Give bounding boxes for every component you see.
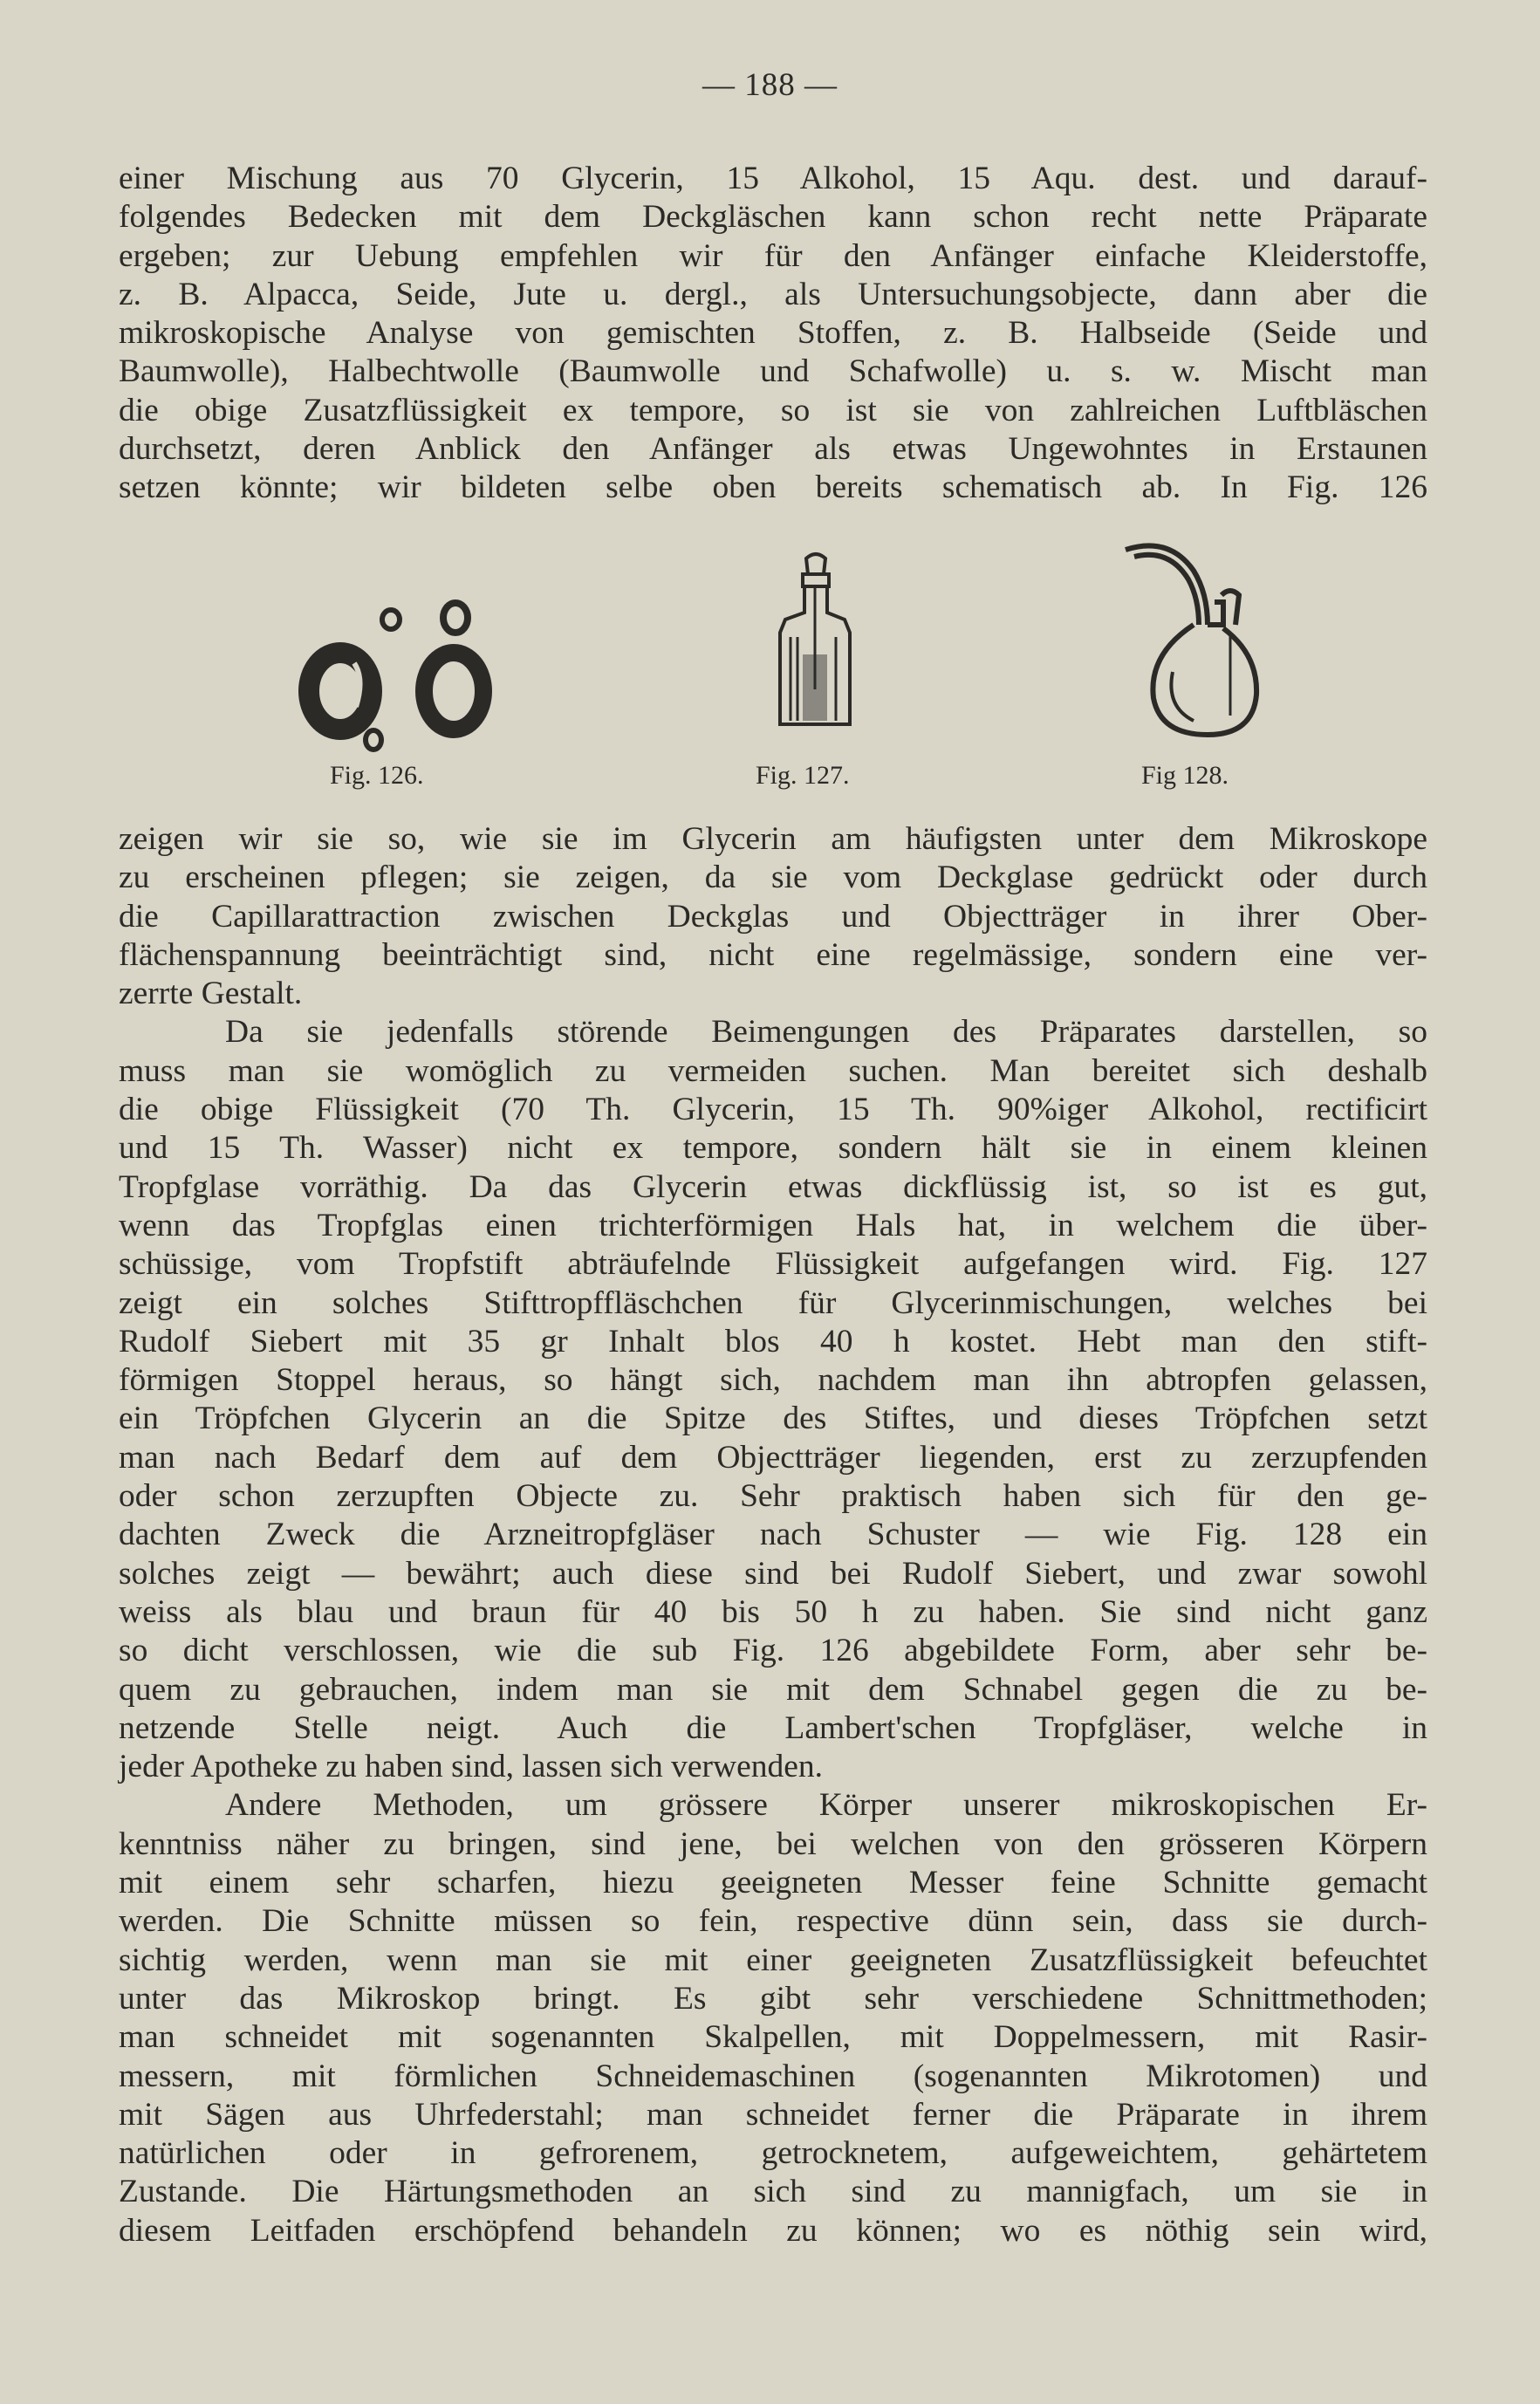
text-line: diesem Leitfaden erschöpfend behandeln zu können; wo es nöthig sein wird,	[119, 2212, 1427, 2249]
text-line: sichtig werden, wenn man sie mit einer geeigneten Zusatzflüssigkeit befeuchtet	[119, 1942, 1427, 1978]
fig-128-caption: Fig 128.	[1141, 761, 1229, 790]
text-line: wenn das Tropfglas einen trichterförmigen Hals hat, in welchem die über-	[119, 1207, 1427, 1243]
figure-row	[0, 541, 1540, 803]
text-line: Da sie jedenfalls störende Beimengungen des Präparates darstellen, so	[225, 1014, 1427, 1051]
text-line: Rudolf Siebert mit 35 gr Inhalt blos 40 h kostet. Hebt man den stift-	[119, 1323, 1427, 1360]
text-line: einer Mischung aus 70 Glycerin, 15 Alkohol, 15 Aqu. dest. und darauf-	[119, 161, 1427, 196]
text-line: Zustande. Die Härtungsmethoden an sich sind zu mannigfach, um sie in	[119, 2174, 1427, 2210]
text-line: werden. Die Schnitte müssen so fein, respective dünn sein, dass sie durch-	[119, 1903, 1427, 1940]
page-number: — 188 —	[702, 67, 838, 103]
paragraph-top	[119, 160, 1427, 508]
text-line: natürlichen oder in gefrorenem, getrocknetem, aufgeweichtem, gehärtetem	[119, 2135, 1427, 2172]
fig-126-caption: Fig. 126.	[330, 761, 424, 790]
fig-128-schuster-dropper-bottle-illustration	[1117, 541, 1274, 742]
text-line: Andere Methoden, um grössere Körper unserer mikroskopischen Er-	[225, 1787, 1427, 1824]
text-line: kenntniss näher zu bringen, sind jene, bei welchen von den grösseren Körpern	[119, 1825, 1427, 1862]
text-line: durchsetzt, deren Anblick den Anfänger als etwas Ungewohntes in Erstaunen	[119, 431, 1427, 468]
fig-127-stift-dropper-bottle-illustration	[768, 550, 864, 733]
text-line: quem zu gebrauchen, indem man sie mit dem Schnabel gegen die zu be-	[119, 1671, 1427, 1708]
text-line: zeigt ein solches Stifttropffläschchen für Glycerinmischungen, welches bei	[119, 1284, 1427, 1321]
fig-126-air-bubbles-illustration	[279, 576, 506, 768]
text-line: Tropfglase vorräthig. Da das Glycerin etwas dickflüssig ist, so ist es gut,	[119, 1168, 1427, 1205]
text-line: schüssige, vom Tropfstift abträufelnde Flüssigkeit aufgefangen wird. Fig. 127	[119, 1246, 1427, 1283]
text-line: setzen könnte; wir bildeten selbe oben bereits schematisch ab. In Fig. 126	[119, 469, 1427, 506]
text-line: muss man sie womöglich zu vermeiden suchen. Man bereitet sich deshalb	[119, 1052, 1427, 1089]
text-line: z. B. Alpacca, Seide, Jute u. dergl., als Untersuchungsobjecte, dann aber die	[119, 276, 1427, 312]
text-line: die obige Flüssigkeit (70 Th. Glycerin, 15 Th. 90%iger Alkohol, rectificirt	[119, 1092, 1427, 1128]
text-line: mit einem sehr scharfen, hiezu geeigneten Messer feine Schnitte gemacht	[119, 1865, 1427, 1901]
text-line: folgendes Bedecken mit dem Deckgläschen kann schon recht nette Präparate	[119, 199, 1427, 236]
text-line: unter das Mikroskop bringt. Es gibt sehr verschiedene Schnittmethoden;	[119, 1980, 1427, 2017]
text-line: netzende Stelle neigt. Auch die Lambert'schen Tropfgläser, welche in	[119, 1709, 1427, 1746]
text-line: Baumwolle), Halbechtwolle (Baumwolle und Schafwolle) u. s. w. Mischt man	[119, 353, 1427, 390]
text-line: solches zeigt — bewährt; auch diese sind bei Rudolf Siebert, und zwar sowohl	[119, 1555, 1427, 1592]
text-line: messern, mit förmlichen Schneidemaschinen (sogenannten Mikrotomen) und	[119, 2058, 1427, 2094]
text-line: flächenspannung beeinträchtigt sind, nicht eine regelmässige, sondern eine ver-	[119, 936, 1427, 973]
fig-127-caption: Fig. 127.	[756, 761, 850, 790]
text-line: dachten Zweck die Arzneitropfgläser nach Schuster — wie Fig. 128 ein	[119, 1517, 1427, 1553]
text-line: zeigen wir sie so, wie sie im Glycerin am häufigsten unter dem Mikroskope	[119, 821, 1427, 857]
text-line: förmigen Stoppel heraus, so hängt sich, nachdem man ihn abtropfen gelassen,	[119, 1362, 1427, 1399]
text-line: mit Sägen aus Uhrfederstahl; man schneidet ferner die Präparate in ihrem	[119, 2096, 1427, 2133]
text-line: oder schon zerzupften Objecte zu. Sehr praktisch haben sich für den ge-	[119, 1478, 1427, 1515]
text-line: man schneidet mit sogenannten Skalpellen, mit Doppelmessern, mit Rasir-	[119, 2019, 1427, 2056]
text-line: und 15 Th. Wasser) nicht ex tempore, sondern hält sie in einem kleinen	[119, 1130, 1427, 1167]
text-line: weiss als blau und braun für 40 bis 50 h zu haben. Sie sind nicht ganz	[119, 1593, 1427, 1630]
text-line: die Capillarattraction zwischen Deckglas und Objectträger in ihrer Ober-	[119, 898, 1427, 935]
text-line: zu erscheinen pflegen; sie zeigen, da sie vom Deckglase gedrückt oder durch	[119, 860, 1427, 896]
text-line: ein Tröpfchen Glycerin an die Spitze des Stiftes, und dieses Tröpfchen setzt	[119, 1401, 1427, 1437]
text-line: die obige Zusatzflüssigkeit ex tempore, so ist sie von zahlreichen Luftbläschen	[119, 392, 1427, 428]
paragraph-main	[119, 820, 1427, 2250]
text-line: jeder Apotheke zu haben sind, lassen sich verwenden.	[119, 1749, 824, 1785]
text-line: mikroskopische Analyse von gemischten Stoffen, z. B. Halbseide (Seide und	[119, 315, 1427, 352]
text-line: man nach Bedarf dem auf dem Objectträger liegenden, erst zu zerzupfenden	[119, 1439, 1427, 1476]
text-line: ergeben; zur Uebung empfehlen wir für den Anfänger einfache Kleiderstoffe,	[119, 237, 1427, 274]
text-line: so dicht verschlossen, wie die sub Fig. 126 abgebildete Form, aber sehr be-	[119, 1633, 1427, 1669]
text-line: zerrte Gestalt.	[119, 976, 303, 1012]
